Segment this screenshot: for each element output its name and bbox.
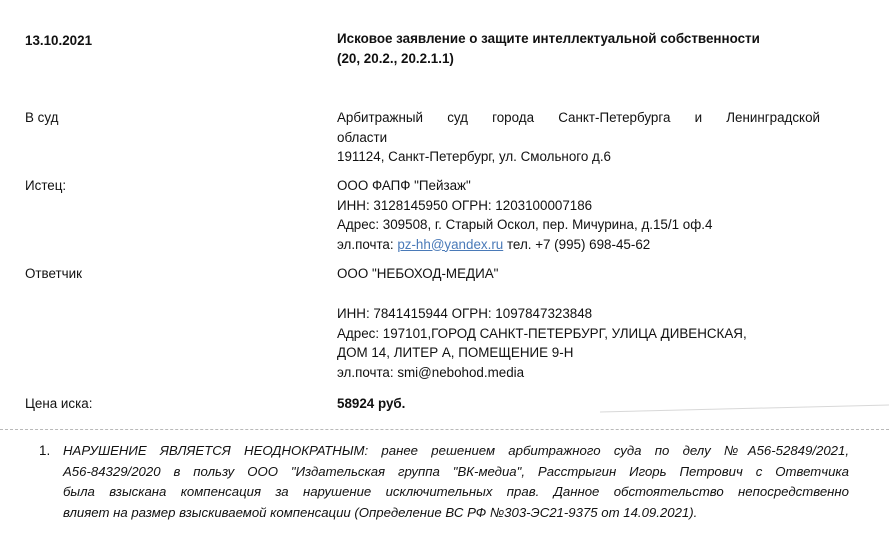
plaintiff-address: Адрес: 309508, г. Старый Оскол, пер. Мичурина, д.15/1 оф.4	[337, 217, 713, 232]
court-name-line-2: области	[337, 129, 388, 145]
note-line: НАРУШЕНИЕ ЯВЛЯЕТСЯ НЕОДНОКРАТНЫМ: ранее решением арбитражного суда по делу №А56-52849/2021,	[63, 443, 849, 458]
court-address: 191124, Санкт-Петербург, ул. Смольного д.6	[337, 149, 612, 164]
court-label: В суд	[25, 110, 59, 125]
note-line: была взыскана компенсация за нарушение исключительных прав. Данное обстоятельство непосредственно	[63, 484, 849, 499]
plaintiff-email-link[interactable]: pz-hh@yandex.ru	[397, 236, 504, 252]
claim-price-value: 58924 руб.	[337, 396, 406, 411]
court-name-line: Арбитражный суд города Санкт-Петербурга и Ленинградской	[337, 110, 820, 125]
defendant-email: эл.почта: smi@nebohod.media	[337, 364, 525, 380]
plaintiff-contacts	[337, 235, 820, 255]
document-title-articles: (20, 20.2., 20.2.1.1)	[337, 50, 454, 66]
plaintiff-name: ООО ФАПФ "Пейзаж"	[337, 178, 471, 193]
plaintiff-label: Истец:	[25, 178, 67, 193]
defendant-address-line-2: ДОМ 14, ЛИТЕР А, ПОМЕЩЕНИЕ 9-Н	[337, 345, 574, 360]
defendant-label: Ответчик	[25, 266, 82, 281]
document-title-line: Исковое заявление о защите интеллектуальной собственности	[337, 31, 760, 46]
plaintiff-email-label: эл.почта:	[337, 236, 398, 252]
defendant-address-line: Адрес: 197101,ГОРОД САНКТ-ПЕТЕРБУРГ, УЛИЦА ДИВЕНСКАЯ,	[337, 325, 747, 341]
document-date: 13.10.2021	[25, 33, 93, 48]
defendant-block	[337, 304, 820, 382]
claim-price-label: Цена иска:	[25, 396, 93, 411]
plaintiff-phone: тел. +7 (995) 698-45-62	[503, 236, 651, 252]
note-paragraph	[63, 441, 849, 523]
defendant-ids: ИНН: 7841415944 ОГРН: 1097847323848	[337, 306, 593, 321]
court-block	[337, 108, 820, 167]
defendant-name: ООО "НЕБОХОД-МЕДИА"	[337, 266, 499, 281]
note-line: А56-84329/2020 в пользу ООО "Издательская группа "ВК-медиа", Расстрыгин Игорь Петрович с Ответчика	[63, 463, 849, 479]
note-line-last: влияет на размер взыскиваемой компенсации (Определение ВС РФ №303-ЭС21-9375 от 14.09.2021).	[63, 504, 698, 520]
note-number: 1.	[39, 443, 51, 458]
section-divider	[0, 429, 889, 430]
plaintiff-block	[337, 176, 820, 254]
document-title	[337, 29, 837, 68]
plaintiff-ids: ИНН: 3128145950 ОГРН: 1203100007186	[337, 197, 593, 213]
